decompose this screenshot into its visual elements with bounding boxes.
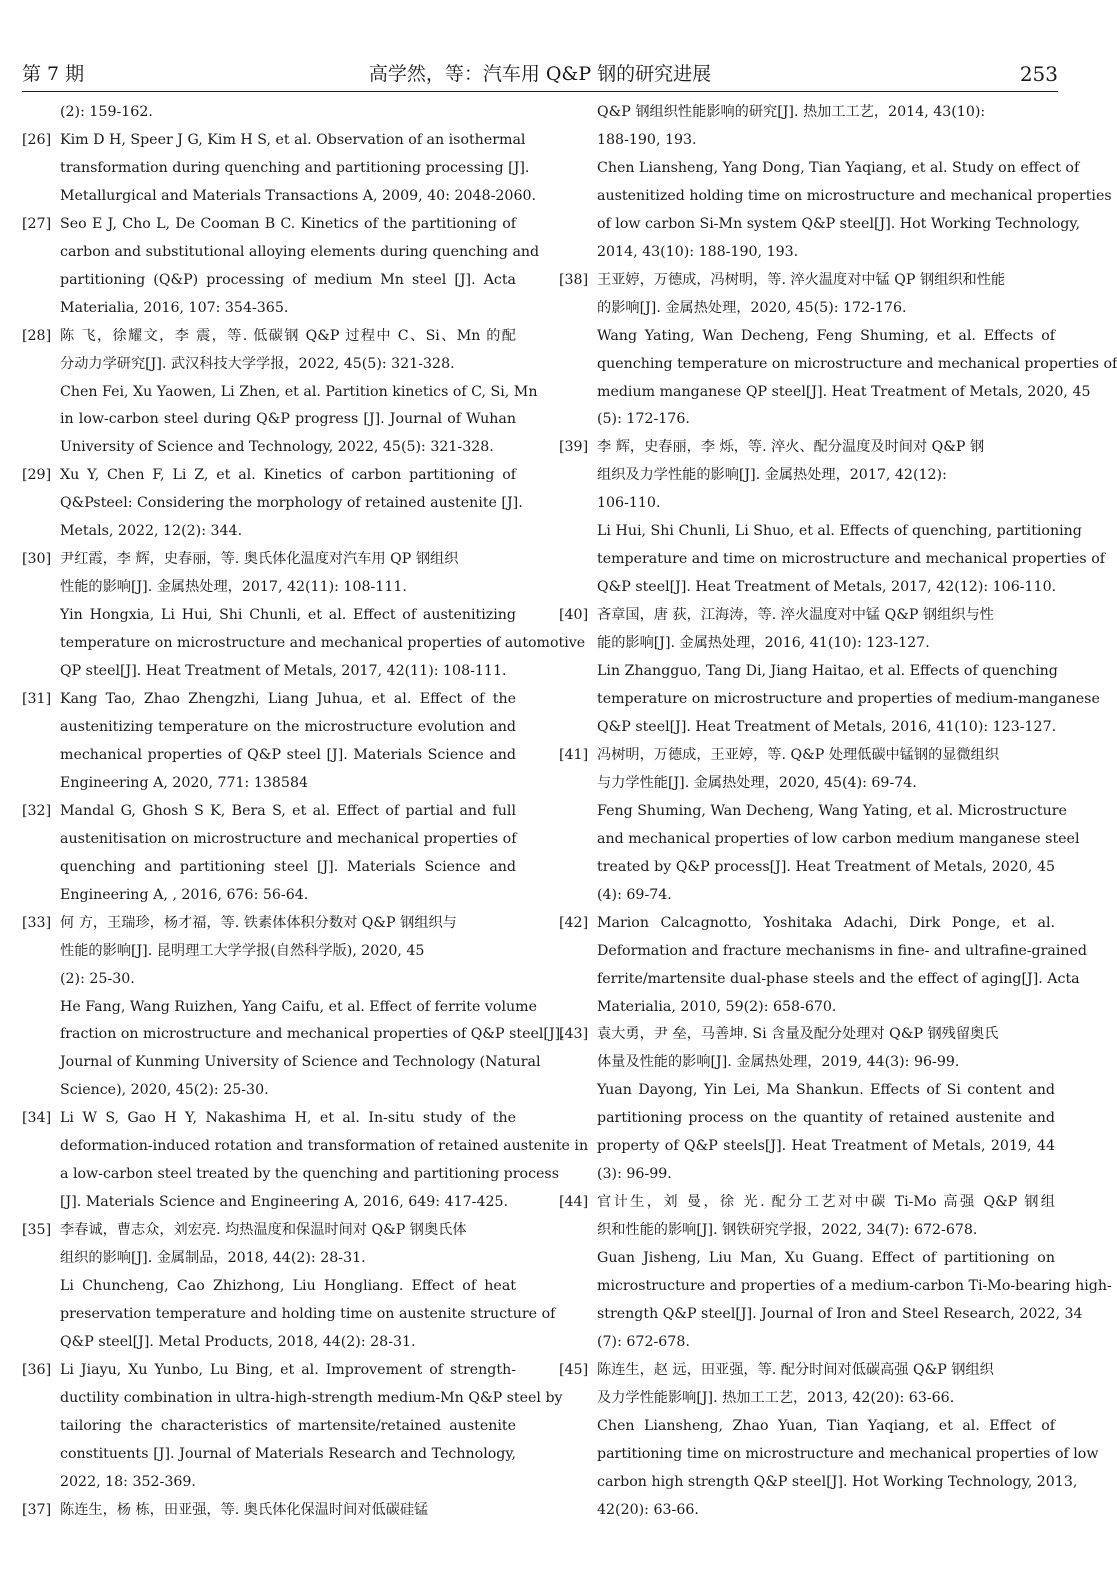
reference-text: Metallurgical and Materials Transactions A, 2009, 40: 2048-2060. — [60, 187, 537, 204]
reference-line — [22, 1441, 516, 1469]
reference-entry — [22, 1357, 563, 1497]
reference-entry — [22, 798, 516, 910]
reference-number: [45] — [559, 1361, 589, 1378]
reference-line — [559, 183, 1112, 211]
reference-line — [559, 1133, 1055, 1161]
reference-line — [559, 1105, 1055, 1133]
reference-line — [22, 826, 516, 854]
reference-line — [22, 351, 516, 379]
reference-text: temperature and time on microstructure and mechanical properties of — [597, 551, 1105, 568]
reference-text: partitioning (Q&P) processing of medium Mn steel [J]. Acta — [60, 271, 516, 288]
reference-text: temperature on microstructure and properties of medium-manganese — [597, 691, 1100, 708]
reference-line — [22, 1021, 565, 1049]
running-title: 高学然，等：汽车用 Q&P 钢的研究进展 — [368, 63, 712, 85]
reference-text: 官计生，刘 曼，徐 光. 配分工艺对中碳 Ti-Mo 高强 Q&P 钢组 — [597, 1194, 1055, 1211]
reference-text: Lin Zhangguo, Tang Di, Jiang Haitao, et al. Effects of quenching — [597, 663, 1058, 680]
reference-text: 冯树明，万德成，王亚婷，等. Q&P 处理低碳中锰钢的显微组织 — [597, 746, 1000, 763]
reference-line — [559, 99, 1055, 127]
reference-line — [559, 1245, 1055, 1273]
reference-line — [559, 267, 1055, 295]
reference-text: 性能的影响[J]. 昆明理工大学学报(自然科学版), 2020, 45 — [60, 942, 425, 959]
reference-number: [33] — [22, 914, 52, 931]
reference-line — [559, 602, 1055, 630]
reference-number: [40] — [559, 607, 589, 624]
reference-line — [22, 379, 538, 407]
reference-line — [559, 1385, 1055, 1413]
reference-line — [22, 938, 516, 966]
reference-entry — [22, 127, 537, 211]
reference-line — [22, 994, 537, 1022]
reference-text: 2014, 43(10): 188-190, 193. — [597, 243, 799, 260]
reference-text: Q&Psteel: Considering the morphology of retained austenite [J]. — [60, 495, 523, 512]
reference-text: Engineering A, , 2016, 676: 56-64. — [60, 886, 309, 903]
reference-text: Yuan Dayong, Yin Lei, Ma Shankun. Effects of Si content and — [597, 1082, 1055, 1099]
reference-text: medium manganese QP steel[J]. Heat Treatment of Metals, 2020, 45 — [597, 383, 1091, 400]
reference-text: 与力学性能[J]. 金属热处理，2020, 45(4): 69-74. — [597, 774, 917, 791]
reference-text: (4): 69-74. — [597, 886, 672, 903]
reference-text: Q&P 钢组织性能影响的研究[J]. 热加工工艺，2014, 43(10): — [597, 104, 986, 120]
reference-number: [38] — [559, 271, 589, 288]
reference-text: 陈连生，杨 栋，田亚强，等. 奥氏体化保温时间对低碳硅锰 — [60, 1501, 429, 1518]
reference-text: 李春诚，曹志众，刘宏亮. 均热温度和保温时间对 Q&P 钢奥氏体 — [60, 1222, 467, 1239]
reference-text: 能的影响[J]. 金属热处理，2016, 41(10): 123-127. — [597, 635, 930, 652]
reference-text: austenitizing temperature on the microstructure evolution and — [60, 718, 516, 735]
reference-text: tailoring the characteristics of martensite/retained austenite — [60, 1417, 516, 1434]
reference-entry — [22, 1217, 556, 1357]
reference-line — [22, 295, 516, 323]
reference-text: 106-110. — [597, 495, 661, 512]
reference-text: Engineering A, 2020, 771: 138584 — [60, 774, 309, 791]
reference-line — [22, 1245, 516, 1273]
reference-text: Xu Y, Chen F, Li Z, et al. Kinetics of carbon partitioning of — [60, 467, 516, 484]
reference-line — [559, 798, 1067, 826]
reference-text: Seo E J, Cho L, De Cooman B C. Kinetics of the partitioning of — [60, 215, 516, 232]
reference-text: [J]. Materials Science and Engineering A, 2016, 649: 417-425. — [60, 1194, 509, 1211]
reference-text: University of Science and Technology, 2022, 45(5): 321-328. — [60, 439, 494, 456]
reference-entry — [22, 99, 516, 127]
reference-line — [22, 798, 516, 826]
reference-text: Marion Calcagnotto, Yoshitaka Adachi, Dirk Ponge, et al. — [597, 914, 1055, 931]
reference-line — [22, 490, 523, 518]
reference-line — [22, 267, 516, 295]
reference-line — [22, 127, 526, 155]
reference-line — [22, 1161, 559, 1189]
reference-text: (3): 96-99. — [597, 1166, 672, 1183]
reference-line — [559, 406, 1055, 434]
reference-line — [559, 295, 1055, 323]
reference-number: [44] — [559, 1194, 589, 1211]
reference-line — [22, 239, 540, 267]
reference-line — [22, 658, 516, 686]
reference-text: Q&P steel[J]. Metal Products, 2018, 44(2): 28-31. — [60, 1333, 416, 1350]
reference-line — [559, 127, 1055, 155]
reference-line — [559, 211, 1081, 239]
reference-entry — [22, 462, 523, 546]
reference-line — [559, 1441, 1099, 1469]
reference-text: Q&P steel[J]. Heat Treatment of Metals, 2016, 41(10): 123-127. — [597, 718, 1057, 735]
reference-line — [22, 546, 516, 574]
reference-text: partitioning time on microstructure and mechanical properties of low — [597, 1445, 1099, 1462]
reference-line — [559, 462, 1055, 490]
running-header — [22, 60, 1058, 90]
reference-text: Chen Liansheng, Zhao Yuan, Tian Yaqiang, et al. Effect of — [597, 1417, 1055, 1434]
reference-text: Li Chuncheng, Cao Zhizhong, Liu Hongliang. Effect of heat — [60, 1278, 516, 1295]
reference-text: 陈 飞，徐耀文，李 震，等. 低碳钢 Q&P 过程中 C、Si、Mn 的配 — [60, 327, 516, 344]
reference-line — [22, 742, 516, 770]
reference-line — [22, 518, 516, 546]
reference-text: 组织及力学性能的影响[J]. 金属热处理，2017, 42(12): — [597, 467, 947, 484]
reference-line — [559, 1469, 1078, 1497]
reference-text: and mechanical properties of low carbon medium manganese steel — [597, 830, 1080, 847]
reference-entry — [22, 686, 516, 798]
reference-line — [559, 1329, 1055, 1357]
reference-text: 织和性能的影响[J]. 钢铁研究学报，2022, 34(7): 672-678. — [597, 1222, 978, 1239]
reference-line — [22, 1469, 516, 1497]
reference-number: [32] — [22, 802, 52, 819]
reference-entry — [559, 1021, 1055, 1189]
reference-line — [559, 714, 1055, 742]
reference-line — [22, 714, 516, 742]
reference-text: of low carbon Si-Mn system Q&P steel[J]. Hot Working Technology, — [597, 215, 1081, 232]
reference-number: [39] — [559, 439, 589, 456]
reference-line — [559, 882, 1055, 910]
reference-text: property of Q&P steels[J]. Heat Treatment of Metals, 2019, 44 — [597, 1138, 1055, 1155]
reference-number: [37] — [22, 1501, 52, 1518]
reference-number: [36] — [22, 1361, 52, 1378]
reference-text: temperature on microstructure and mechanical properties of automotive — [60, 635, 586, 652]
reference-line — [559, 966, 1080, 994]
reference-line — [559, 686, 1100, 714]
reference-text: (2): 159-162. — [60, 104, 153, 120]
reference-entry — [559, 602, 1100, 742]
reference-text: QP steel[J]. Heat Treatment of Metals, 2017, 42(11): 108-111. — [60, 663, 507, 680]
reference-line — [22, 1273, 516, 1301]
reference-entry — [559, 434, 1105, 602]
reference-text: 陈连生，赵 远，田亚强，等. 配分时间对低碳高强 Q&P 钢组织 — [597, 1361, 994, 1378]
reference-line — [559, 826, 1080, 854]
reference-number: [43] — [559, 1026, 589, 1043]
reference-number: [30] — [22, 551, 52, 568]
reference-line — [22, 183, 537, 211]
reference-line — [559, 630, 1055, 658]
reference-line — [559, 1497, 1055, 1525]
reference-text: 188-190, 193. — [597, 131, 697, 148]
reference-line — [559, 379, 1091, 407]
reference-text: Chen Fei, Xu Yaowen, Li Zhen, et al. Partition kinetics of C, Si, Mn — [60, 383, 538, 400]
reference-line — [559, 854, 1055, 882]
reference-text: Science), 2020, 45(2): 25-30. — [60, 1082, 269, 1099]
reference-entry — [559, 742, 1080, 910]
reference-text: 王亚婷，万德成，冯树明，等. 淬火温度对中锰 QP 钢组织和性能 — [597, 271, 1006, 288]
reference-text: Chen Liansheng, Yang Dong, Tian Yaqiang, et al. Study on effect of — [597, 159, 1080, 176]
reference-text: 42(20): 63-66. — [597, 1501, 699, 1518]
reference-line — [22, 1049, 541, 1077]
reference-text: 体量及性能的影响[J]. 金属热处理，2019, 44(3): 96-99. — [597, 1054, 960, 1071]
reference-line — [22, 770, 516, 798]
reference-text: ductility combination in ultra-high-strength medium-Mn Q&P steel by — [60, 1389, 563, 1406]
reference-line — [559, 323, 1055, 351]
reference-text: 袁大勇，尹 垒，马善坤. Si 含量及配分处理对 Q&P 钢残留奥氏 — [597, 1026, 999, 1043]
reference-line — [22, 574, 516, 602]
reference-line — [559, 1021, 1055, 1049]
reference-line — [559, 938, 1087, 966]
reference-line — [22, 686, 516, 714]
reference-text: strength Q&P steel[J]. Journal of Iron and Steel Research, 2022, 34 — [597, 1305, 1083, 1322]
reference-text: Materialia, 2016, 107: 354-365. — [60, 299, 289, 316]
reference-line — [22, 630, 586, 658]
reference-line — [559, 155, 1080, 183]
reference-line — [22, 155, 530, 183]
reference-line — [559, 994, 1055, 1022]
reference-text: Kim D H, Speer J G, Kim H S, et al. Observation of an isothermal — [60, 131, 526, 148]
reference-text: Materialia, 2010, 59(2): 658-670. — [597, 998, 837, 1015]
reference-text: 李 辉，史春丽，李 烁，等. 淬火、配分温度及时间对 Q&P 钢 — [597, 439, 985, 456]
reference-text: partitioning process on the quantity of retained austenite and — [597, 1110, 1055, 1127]
reference-line — [559, 239, 1055, 267]
reference-number: [42] — [559, 914, 589, 931]
reference-text: 2022, 18: 352-369. — [60, 1473, 196, 1490]
reference-line — [559, 1077, 1055, 1105]
reference-text: quenching temperature on microstructure and mechanical properties of — [597, 355, 1117, 372]
reference-text: Feng Shuming, Wan Decheng, Wang Yating, et al. Microstructure — [597, 802, 1067, 819]
reference-text: 吝章国，唐 荻，江海涛，等. 淬火温度对中锰 Q&P 钢组织与性 — [597, 607, 994, 624]
reference-line — [22, 211, 516, 239]
reference-line — [22, 1357, 516, 1385]
reference-line — [559, 546, 1105, 574]
reference-entry — [559, 910, 1087, 1022]
reference-entry — [559, 1189, 1112, 1357]
reference-text: 分动力学研究[J]. 武汉科技大学学报，2022, 45(5): 321-328. — [60, 355, 455, 372]
reference-line — [22, 602, 516, 630]
reference-text: austenitisation on microstructure and mechanical properties of — [60, 830, 517, 847]
references-right-column — [559, 99, 1117, 1525]
reference-text: treated by Q&P process[J]. Heat Treatment of Metals, 2020, 45 — [597, 858, 1055, 875]
reference-entry — [559, 267, 1117, 435]
reference-line — [22, 910, 516, 938]
reference-text: microstructure and properties of a medium-carbon Ti-Mo-bearing high- — [597, 1278, 1112, 1295]
reference-line — [22, 1497, 516, 1525]
reference-entry — [22, 1497, 516, 1525]
reference-text: austenitized holding time on microstructure and mechanical properties — [597, 187, 1112, 204]
reference-text: 组织的影响[J]. 金属制品，2018, 44(2): 28-31. — [60, 1250, 366, 1267]
reference-line — [559, 1217, 1055, 1245]
reference-line — [559, 490, 1055, 518]
reference-line — [559, 434, 1055, 462]
reference-line — [559, 910, 1055, 938]
reference-text: Li Hui, Shi Chunli, Li Shuo, et al. Effects of quenching, partitioning — [597, 523, 1082, 540]
reference-line — [22, 854, 516, 882]
reference-text: 及力学性能影响[J]. 热加工工艺，2013, 42(20): 63-66. — [597, 1389, 955, 1406]
reference-text: He Fang, Wang Ruizhen, Yang Caifu, et al. Effect of ferrite volume — [60, 998, 537, 1015]
reference-line — [22, 966, 516, 994]
reference-text: quenching and partitioning steel [J]. Materials Science and — [60, 858, 516, 875]
reference-number: [27] — [22, 215, 52, 232]
reference-text: (2): 25-30. — [60, 970, 135, 987]
reference-number: [34] — [22, 1110, 52, 1127]
reference-entry — [559, 1357, 1099, 1525]
reference-text: (5): 172-176. — [597, 411, 690, 428]
reference-entry — [22, 211, 540, 323]
reference-line — [22, 434, 516, 462]
reference-number: [41] — [559, 746, 589, 763]
reference-text: Li Jiayu, Xu Yunbo, Lu Bing, et al. Improvement of strength- — [60, 1361, 516, 1378]
reference-text: Q&P steel[J]. Heat Treatment of Metals, 2017, 42(12): 106-110. — [597, 579, 1057, 596]
reference-text: Kang Tao, Zhao Zhengzhi, Liang Juhua, et al. Effect of the — [60, 691, 516, 708]
reference-line — [559, 1161, 1055, 1189]
reference-text: Guan Jisheng, Liu Man, Xu Guang. Effect of partitioning on — [597, 1250, 1055, 1267]
reference-text: preservation temperature and holding time on austenite structure of — [60, 1305, 556, 1322]
reference-text: carbon high strength Q&P steel[J]. Hot Working Technology, 2013, — [597, 1473, 1078, 1490]
issue-number: 第 7 期 — [22, 63, 85, 85]
reference-text: Journal of Kunming University of Science and Technology (Natural — [60, 1054, 541, 1071]
reference-text: 何 方，王瑞珍，杨才福，等. 铁素体体积分数对 Q&P 钢组织与 — [60, 914, 457, 931]
reference-text: Wang Yating, Wan Decheng, Feng Shuming, et al. Effects of — [597, 327, 1055, 344]
reference-line — [22, 406, 516, 434]
reference-text: ferrite/martensite dual-phase steels and the effect of aging[J]. Acta — [597, 970, 1080, 987]
reference-line — [22, 462, 516, 490]
reference-line — [22, 1329, 516, 1357]
header-rule — [22, 91, 1058, 92]
reference-line — [559, 1273, 1112, 1301]
reference-number: [26] — [22, 131, 52, 148]
reference-line — [559, 1189, 1055, 1217]
reference-line — [22, 1385, 563, 1413]
reference-entry — [559, 99, 1112, 267]
reference-line — [22, 1217, 516, 1245]
reference-text: 尹红霞，李 辉，史春丽，等. 奥氏体化温度对汽车用 QP 钢组织 — [60, 551, 459, 568]
reference-line — [22, 1077, 516, 1105]
reference-text: (7): 672-678. — [597, 1333, 690, 1350]
reference-entry — [22, 323, 538, 463]
reference-line — [559, 742, 1055, 770]
reference-entry — [22, 910, 565, 1106]
reference-text: deformation-induced rotation and transformation of retained austenite in — [60, 1138, 589, 1155]
reference-line — [22, 882, 516, 910]
reference-number: [35] — [22, 1222, 52, 1239]
reference-line — [22, 99, 516, 127]
reference-text: a low-carbon steel treated by the quenching and partitioning process — [60, 1166, 559, 1183]
reference-line — [22, 1301, 556, 1329]
reference-text: fraction on microstructure and mechanical properties of Q&P steel[J]. — [60, 1026, 565, 1043]
reference-text: 性能的影响[J]. 金属热处理，2017, 42(11): 108-111. — [60, 579, 407, 596]
reference-line — [559, 658, 1058, 686]
reference-text: Metals, 2022, 12(2): 344. — [60, 523, 243, 540]
reference-line — [559, 574, 1055, 602]
reference-line — [559, 1301, 1083, 1329]
reference-line — [22, 1413, 516, 1441]
reference-text: mechanical properties of Q&P steel [J]. Materials Science and — [60, 746, 516, 763]
reference-text: 的影响[J]. 金属热处理，2020, 45(5): 172-176. — [597, 299, 907, 316]
reference-line — [22, 323, 516, 351]
reference-line — [559, 1357, 1055, 1385]
reference-text: Li W S, Gao H Y, Nakashima H, et al. In-situ study of the — [60, 1110, 516, 1127]
reference-text: carbon and substitutional alloying elements during quenching and — [60, 243, 540, 260]
reference-number: [31] — [22, 691, 52, 708]
reference-number: [29] — [22, 467, 52, 484]
reference-line — [559, 1049, 1055, 1077]
reference-text: in low-carbon steel during Q&P progress [J]. Journal of Wuhan — [60, 411, 516, 428]
page-number: 253 — [1019, 62, 1058, 86]
reference-line — [22, 1105, 516, 1133]
reference-text: constituents [J]. Journal of Materials Research and Technology, — [60, 1445, 516, 1462]
reference-line — [559, 518, 1082, 546]
reference-text: transformation during quenching and partitioning processing [J]. — [60, 159, 530, 176]
reference-text: Mandal G, Ghosh S K, Bera S, et al. Effect of partial and full — [60, 802, 516, 819]
reference-text: Deformation and fracture mechanisms in fine- and ultrafine-grained — [597, 942, 1087, 959]
reference-line — [22, 1189, 516, 1217]
reference-line — [559, 770, 1055, 798]
reference-line — [559, 351, 1117, 379]
reference-line — [559, 1413, 1055, 1441]
reference-text: Yin Hongxia, Li Hui, Shi Chunli, et al. Effect of austenitizing — [60, 607, 516, 624]
reference-number: [28] — [22, 327, 52, 344]
reference-line — [22, 1133, 589, 1161]
